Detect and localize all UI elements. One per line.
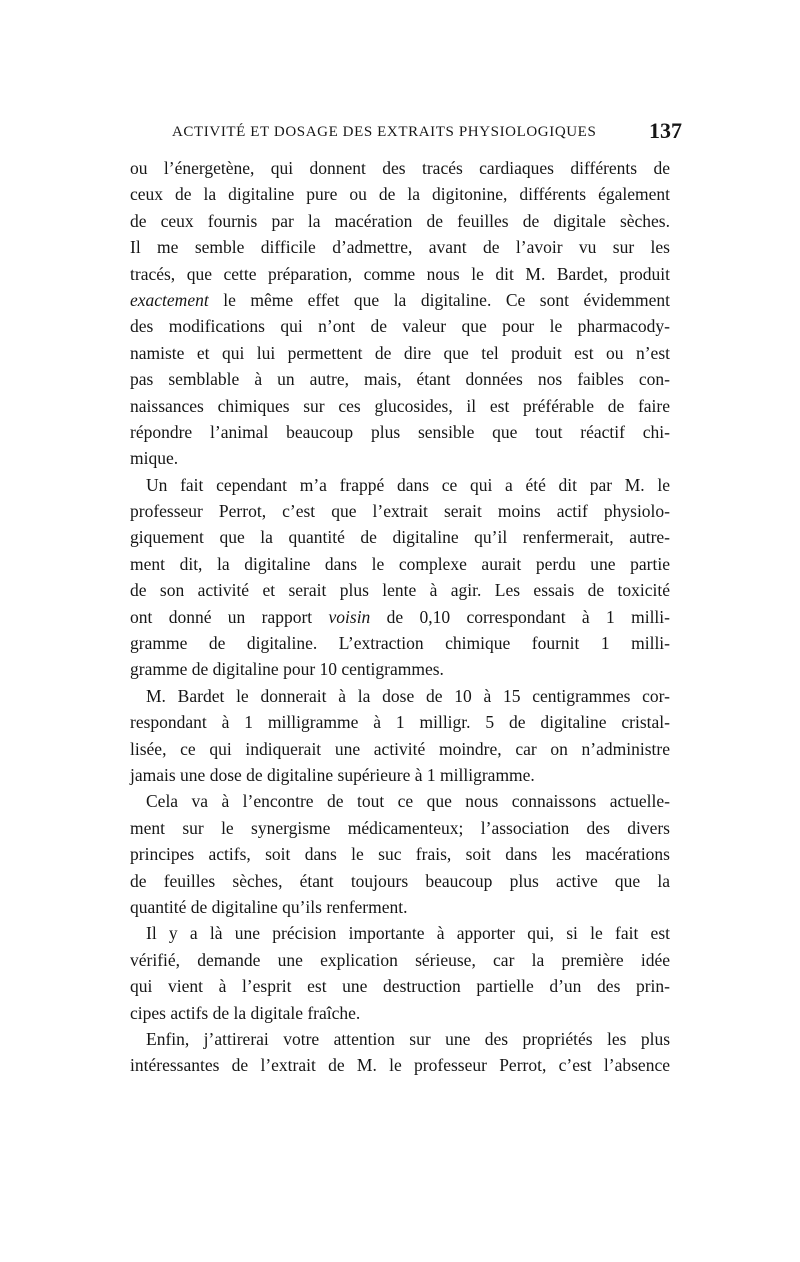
text-line: M. Bardet le donnerait à la dose de 10 à 15 centigrammes cor-	[146, 685, 670, 706]
text-line: de ceux fournis par la macération de feuilles de digitale sèches.	[130, 210, 670, 231]
text-line: Un fait cependant m’a frappé dans ce qui a été dit par M. le	[146, 474, 670, 495]
text-line: quantité de digitaline qu’ils renferment.	[130, 896, 408, 917]
text-line: ment dit, la digitaline dans le complexe aurait perdu une partie	[130, 553, 670, 574]
text-line: qui vient à l’esprit est une destruction partielle d’un des prin-	[130, 976, 670, 997]
italic-word: voisin	[328, 606, 371, 627]
text-line: namiste et qui lui permettent de dire que tel produit est ou n’est	[130, 342, 670, 363]
page-number: 137	[649, 118, 682, 143]
text-line	[130, 604, 670, 630]
text-line: cipes actifs de la digitale fraîche.	[130, 1002, 361, 1023]
text-line	[130, 287, 670, 313]
text-line: de feuilles sèches, étant toujours beaucoup plus active que la	[130, 870, 670, 891]
text-line: naissances chimiques sur ces glucosides, il est préférable de faire	[130, 395, 670, 416]
text-line: Enfin, j’attirerai votre attention sur une des propriétés les plus	[146, 1028, 670, 1049]
text-segment: de 0,10 correspondant à 1 milli-	[370, 606, 670, 627]
text-line: des modifications qui n’ont de valeur que pour le pharmacody-	[130, 316, 670, 337]
text-line: gramme de digitaline. L’extraction chimique fournit 1 milli-	[130, 633, 670, 654]
text-line: pas semblable à un autre, mais, étant données nos faibles con-	[130, 369, 670, 390]
text-line: Cela va à l’encontre de tout ce que nous connaissons actuelle-	[146, 791, 670, 812]
italic-word: exactement	[130, 289, 209, 310]
text-segment: ont donné un rapport	[130, 606, 329, 627]
text-segment: le même effet que la digitaline. Ce sont évidemment	[208, 289, 670, 310]
text-line: lisée, ce qui indiquerait une activité moindre, car on n’administre	[130, 738, 670, 759]
text-line: mique.	[130, 448, 179, 469]
text-line: ment sur le synergisme médicamenteux; l’association des divers	[130, 817, 670, 838]
body-text	[130, 155, 670, 1079]
text-line: ceux de la digitaline pure ou de la digitonine, différents également	[130, 184, 670, 205]
text-line: répondre l’animal beaucoup plus sensible que tout réactif chi-	[130, 421, 670, 442]
running-title: ACTIVITÉ ET DOSAGE DES EXTRAITS PHYSIOLOGIQUES	[172, 124, 597, 140]
text-line: giquement que la quantité de digitaline qu’il renfermerait, autre-	[130, 527, 670, 548]
text-line: tracés, que cette préparation, comme nous le dit M. Bardet, produit	[130, 263, 670, 284]
text-line: gramme de digitaline pour 10 centigrammes.	[130, 659, 444, 680]
text-line: vérifié, demande une explication sérieuse, car la première idée	[130, 949, 670, 970]
text-line: intéressantes de l’extrait de M. le professeur Perrot, c’est l’absence	[130, 1055, 670, 1076]
text-line: principes actifs, soit dans le suc frais, soit dans les macérations	[130, 844, 670, 865]
text-line: jamais une dose de digitaline supérieure à 1 milligramme.	[130, 764, 535, 785]
text-line: Il y a là une précision importante à apporter qui, si le fait est	[146, 923, 670, 944]
text-line: professeur Perrot, c’est que l’extrait serait moins actif physiolo-	[130, 501, 670, 522]
text-line: Il me semble difficile d’admettre, avant de l’avoir vu sur les	[130, 237, 670, 258]
text-line: ou l’énergetène, qui donnent des tracés cardiaques différents de	[130, 158, 670, 178]
text-line: de son activité et serait plus lente à agir. Les essais de toxicité	[130, 580, 670, 601]
page-header	[172, 116, 682, 150]
text-line: respondant à 1 milligramme à 1 milligr. 5 de digitaline cristal-	[130, 712, 670, 733]
